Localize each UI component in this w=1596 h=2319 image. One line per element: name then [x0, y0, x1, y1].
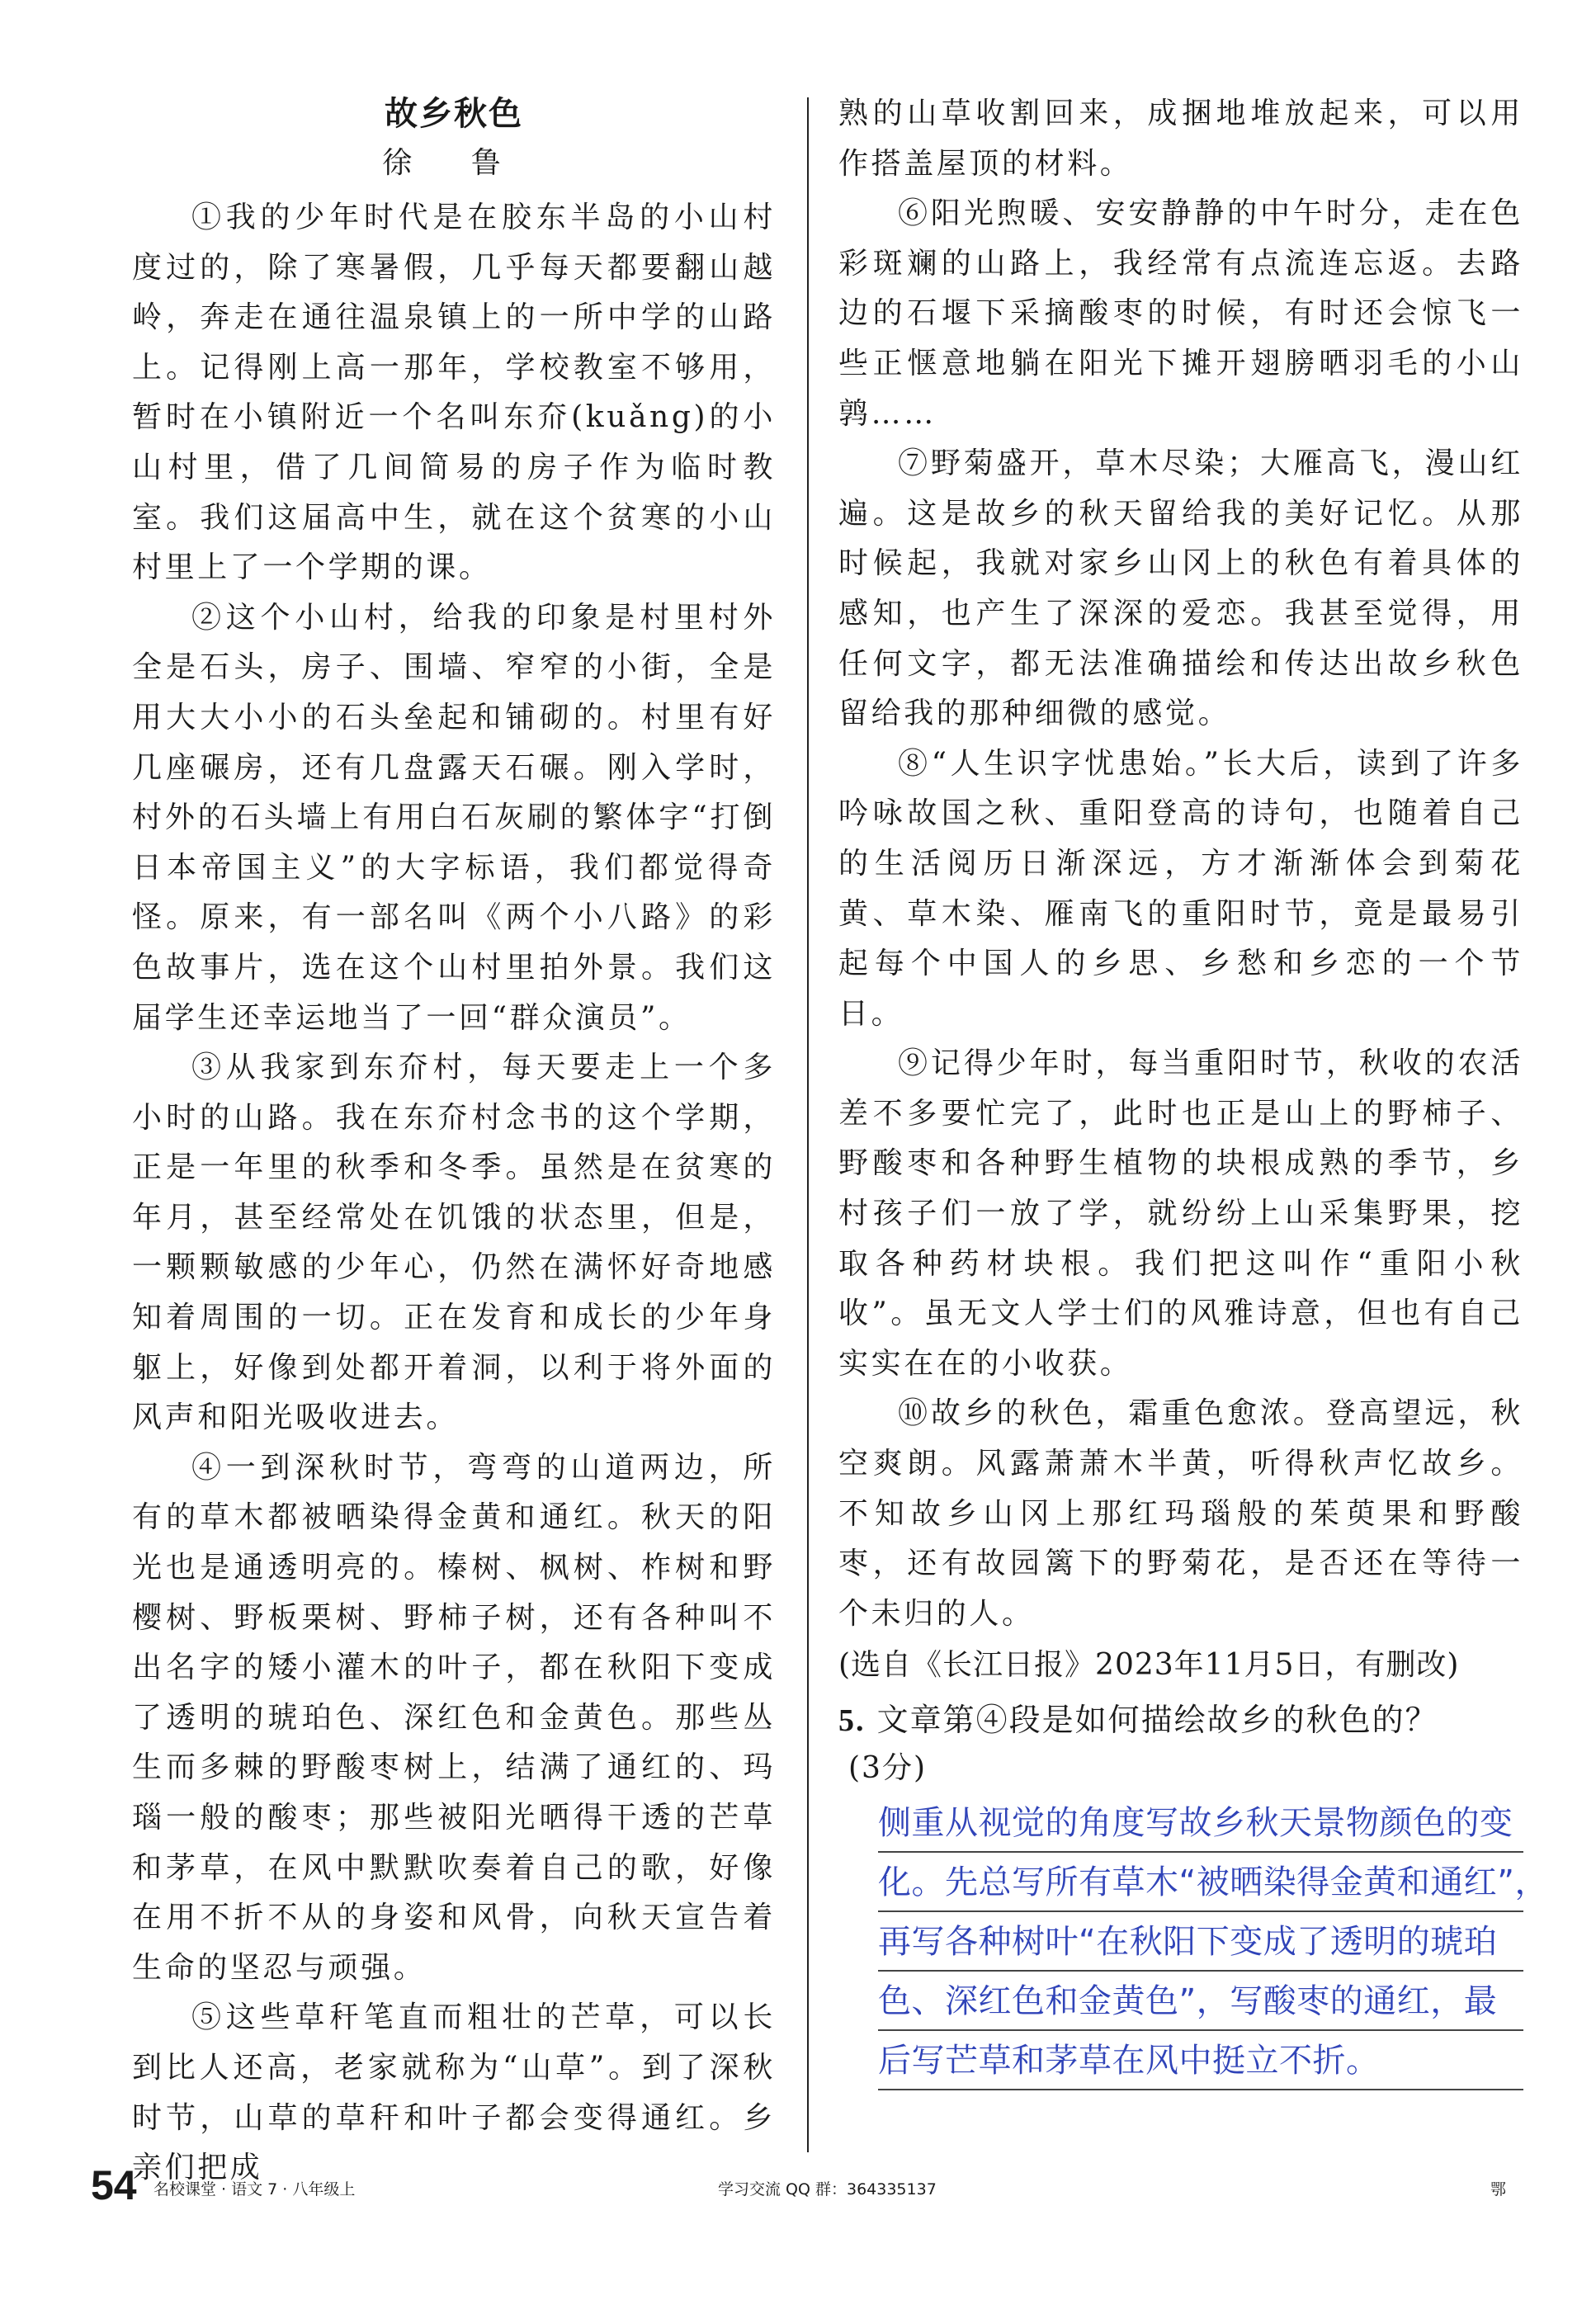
article-source: (选自《长江日报》2023年11月5日，有删改) — [838, 1648, 1460, 1683]
region-label: 鄂 — [1490, 2180, 1507, 2199]
answer-line: 侧重从视觉的角度写故乡秋天景物颜色的变 — [878, 1793, 1523, 1853]
left-column — [132, 89, 776, 2194]
question-number: 5. — [838, 1703, 866, 1739]
question-5 — [838, 1695, 1523, 1745]
page-footer — [0, 2161, 1596, 2210]
answer-line: 再写各种树叶“在秋阳下变成了透明的琥珀 — [878, 1912, 1523, 1972]
answer-line: 化。先总写所有草木“被晒染得金黄和通红”， — [878, 1853, 1523, 1912]
paragraph-4: ④一到深秋时节，弯弯的山道两边，所有的草木都被晒染得金黄和通红。秋天的阳光也是通透明亮的。榛树、枫树、柞树和野樱树、野板栗树、野柿子树，还有各种叫不出名字的矮小灌木的叶子，都在秋阳下变成了透明的琥珀色、深红色和金黄色。那些丛生而多棘的野酸枣树上，结满了通红的、玛瑙一般的酸枣；那些被阳光晒得干透的芒草和茅草，在风中默默吹奏着自己的歌，好像在用不折不从的身姿和风骨，向秋天宣告着生命的坚忍与顽强。 — [132, 1450, 776, 1985]
paragraph-6: ⑥阳光煦暖、安安静静的中午时分，走在色彩斑斓的山路上，我经常有点流连忘返。去路边的石堰下采摘酸枣的时候，有时还会惊飞一些正惬意地躺在阳光下摊开翅膀晒羽毛的小山鹑…… — [838, 196, 1523, 431]
paragraph-5-continued: 熟的山草收割回来，成捆地堆放起来，可以用作搭盖屋顶的材料。 — [838, 97, 1523, 181]
paragraph-2: ②这个小山村，给我的印象是村里村外全是石头，房子、围墙、窄窄的小街，全是用大大小小的石头垒起和铺砌的。村里有好几座碾房，还有几盘露天石碾。刚入学时，村外的石头墙上有用白石灰刷的繁体字“打倒日本帝国主义”的大字标语，我们都觉得奇怪。原来，有一部名叫《两个小八路》的彩色故事片，选在这个山村里拍外景。我们这届学生还幸运地当了一回“群众演员”。 — [132, 600, 776, 1035]
paragraph-7: ⑦野菊盛开，草木尽染；大雁高飞，漫山红遍。这是故乡的秋天留给我的美好记忆。从那时候起，我就对家乡山冈上的秋色有着具体的感知，也产生了深深的爱恋。我甚至觉得，用任何文字，都无法准确描绘和传达出故乡秋色留给我的那种细微的感觉。 — [838, 446, 1523, 731]
right-column — [838, 89, 1548, 2090]
column-divider — [807, 97, 809, 2152]
page-number: 54 — [91, 2162, 137, 2208]
series-label: 名校课堂 · 语文 7 · 八年级上 — [153, 2180, 356, 2199]
paragraph-8: ⑧“人生识字忧患始。”长大后，读到了许多吟咏故国之秋、重阳登高的诗句，也随着自己的生活阅历日渐深远，方才渐渐体会到菊花黄、草木染、雁南飞的重阳时节，竟是最易引起每个中国人的乡思、乡愁和乡恋的一个节日。 — [838, 746, 1523, 1031]
answer-line: 色、深红色和金黄色”，写酸枣的通红，最 — [878, 1972, 1523, 2031]
paragraph-3: ③从我家到东夼村，每天要走上一个多小时的山路。我在东夼村念书的这个学期，正是一年里的秋季和冬季。虽然是在贫寒的年月，甚至经常处在饥饿的状态里，但是，一颗颗敏感的少年心，仍然在满怀好奇地感知着周围的一切。正在发育和成长的少年身躯上，好像到处都开着洞，以利于将外面的风声和阳光吸收进去。 — [132, 1051, 776, 1435]
answer-area — [878, 1793, 1548, 2090]
article-author: 徐 鲁 — [382, 146, 526, 180]
question-score: (3分) — [848, 1751, 927, 1786]
answer-line: 后写芒草和茅草在风中挺立不折。 — [878, 2031, 1523, 2090]
question-text: 文章第④段是如何描绘故乡的秋色的？ — [876, 1702, 1438, 1739]
paragraph-10: ⑩故乡的秋色，霜重色愈浓。登高望远，秋空爽朗。风露萧萧木半黄，听得秋声忆故乡。不知故乡山冈上那红玛瑙般的茱萸果和野酸枣，还有故园篱下的野菊花，是否还在等待一个未归的人。 — [838, 1396, 1523, 1631]
paragraph-5: ⑤这些草秆笔直而粗壮的芒草，可以长到比人还高，老家就称为“山草”。到了深秋时节，山草的草秆和叶子都会变得通红。乡亲们把成 — [132, 2000, 776, 2185]
article-title: 故乡秋色 — [385, 94, 523, 133]
paragraph-9: ⑨记得少年时，每当重阳时节，秋收的农活差不多要忙完了，此时也正是山上的野柿子、野酸枣和各种野生植物的块根成熟的季节，乡村孩子们一放了学，就纷纷上山采集野果，挖取各种药材块根。我们把这叫作“重阳小秋收”。虽无文人学士们的风雅诗意，但也有自己实实在在的小收获。 — [838, 1046, 1523, 1381]
qq-group-label: 学习交流 QQ 群：364335137 — [718, 2180, 937, 2199]
paragraph-1: ①我的少年时代是在胶东半岛的小山村度过的，除了寒暑假，几乎每天都要翻山越岭，奔走在通往温泉镇上的一所中学的山路上。记得刚上高一那年，学校教室不够用，暂时在小镇附近一个名叫东夼(kuǎng)的小山村里，借了几间简易的房子作为临时教室。我们这届高中生，就在这个贫寒的小山村里上了一个学期的课。 — [132, 201, 776, 585]
